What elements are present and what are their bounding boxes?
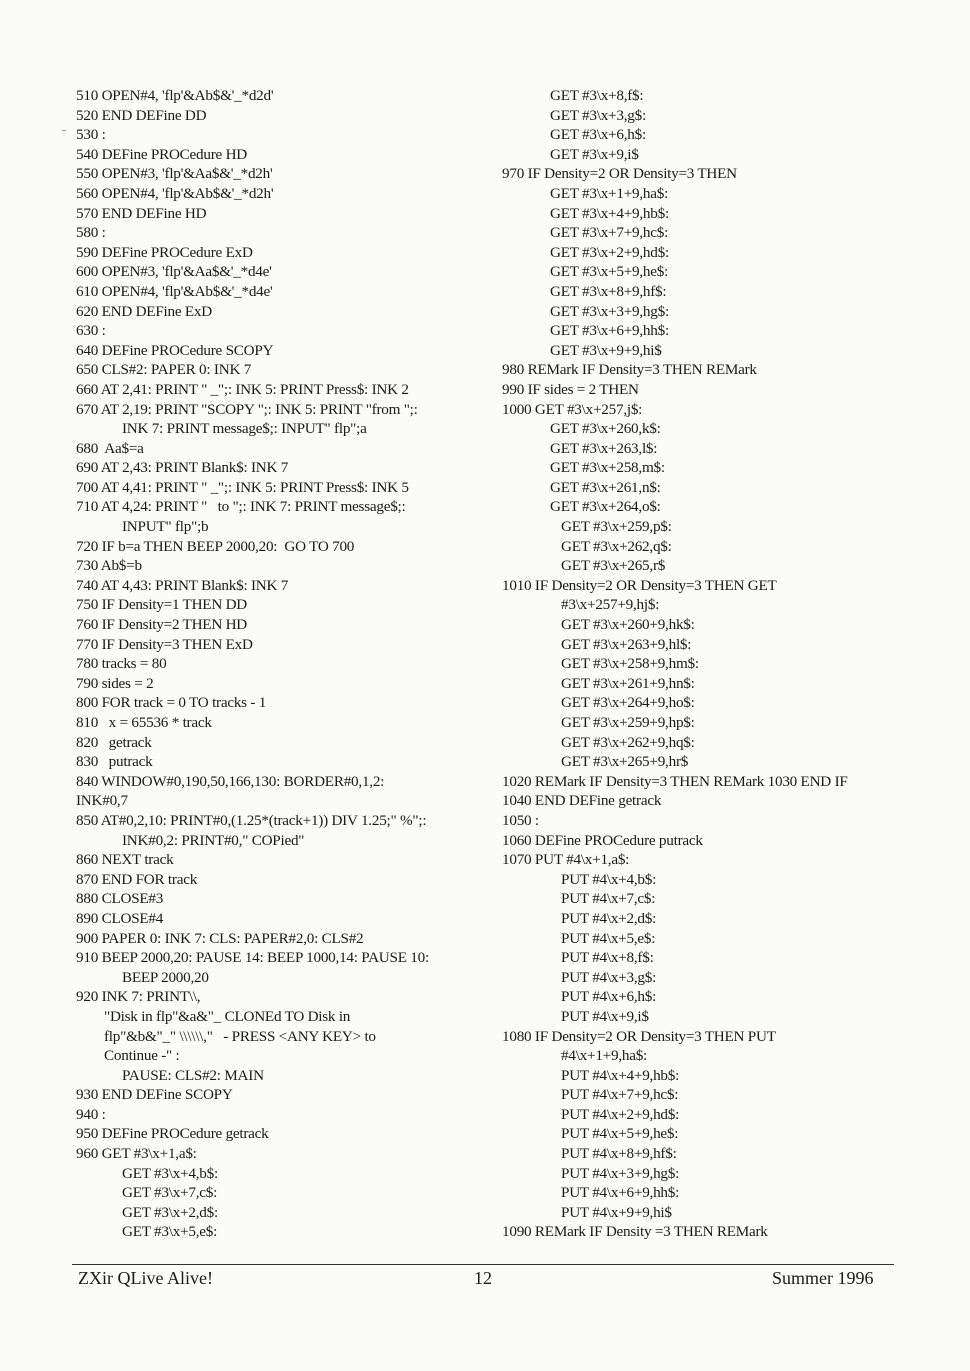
code-line: 880 CLOSE#3 xyxy=(76,890,164,908)
code-line: PUT #4\x+6+9,hh$: xyxy=(561,1184,680,1202)
code-line: 1080 IF Density=2 OR Density=3 THEN PUT xyxy=(502,1027,776,1045)
code-line: 520 END DEFine DD xyxy=(76,106,207,124)
code-line: GET #3\x+259+9,hp$: xyxy=(561,714,695,731)
code-line: 570 END DEFine HD xyxy=(76,204,207,222)
code-line: 810 x = 65536 * track xyxy=(76,714,212,731)
code-line: PUT #4\x+3,g$: xyxy=(561,968,657,986)
code-line: 930 END DEFine SCOPY xyxy=(76,1086,233,1104)
code-column-right xyxy=(502,86,947,1242)
code-line: GET #3\x+263,l$: xyxy=(550,439,658,457)
code-line: 980 REMark IF Density=3 THEN REMark xyxy=(502,361,757,379)
code-line: 940 : xyxy=(76,1105,106,1123)
code-line: GET #3\x+262+9,hq$: xyxy=(561,733,695,751)
code-line: flp"&b&"_" \\\\\\," - PRESS <ANY KEY> to xyxy=(104,1027,376,1045)
code-line: 1000 GET #3\x+257,j$: xyxy=(502,400,643,418)
code-line: INPUT" flp";b xyxy=(122,518,209,536)
code-line: GET #3\x+8,f$: xyxy=(550,87,644,104)
code-line: 790 sides = 2 xyxy=(76,674,154,692)
code-line: GET #3\x+5+9,he$: xyxy=(550,263,669,281)
code-line: GET #3\x+264,o$: xyxy=(550,498,661,516)
code-line: 820 getrack xyxy=(76,733,152,751)
code-line: 680 Aa$=a xyxy=(76,439,144,457)
code-line: 1020 REMark IF Density=3 THEN REMark 1030 END IF xyxy=(502,772,848,790)
code-line: 1040 END DEFine getrack xyxy=(502,792,662,810)
code-line: 550 OPEN#3, 'flp'&Aa$&'_*d2h' xyxy=(76,165,273,183)
code-line: "Disk in flp"&a&"_ CLONEd TO Disk in xyxy=(104,1007,351,1025)
code-line: GET #3\x+260,k$: xyxy=(550,420,661,438)
code-line: 510 OPEN#4, 'flp'&Ab$&'_*d2d' xyxy=(76,87,274,104)
code-line: GET #3\x+5,e$: xyxy=(122,1223,218,1241)
code-line: GET #3\x+1+9,ha$: xyxy=(550,184,669,202)
code-line: GET #3\x+7+9,hc$: xyxy=(550,224,669,242)
code-line: 650 CLS#2: PAPER 0: INK 7 xyxy=(76,361,252,379)
code-line: 690 AT 2,43: PRINT Blank$: INK 7 xyxy=(76,459,289,477)
code-column-left xyxy=(76,86,501,1242)
code-line: 870 END FOR track xyxy=(76,870,198,888)
code-line: 560 OPEN#4, 'flp'&Ab$&'_*d2h' xyxy=(76,184,274,202)
code-line: INK 7: PRINT message$;: INPUT" flp";a xyxy=(122,420,367,438)
code-line: 670 AT 2,19: PRINT "SCOPY ";: INK 5: PRINT "from ";: xyxy=(76,400,418,418)
code-line: PUT #4\x+4+9,hb$: xyxy=(561,1066,680,1084)
code-line: 1010 IF Density=2 OR Density=3 THEN GET xyxy=(502,576,777,594)
code-line: 700 AT 4,41: PRINT " _";: INK 5: PRINT Press$: INK 5 xyxy=(76,478,409,496)
code-line: GET #3\x+4,b$: xyxy=(122,1164,218,1182)
code-line: PUT #4\x+9,i$ xyxy=(561,1007,649,1025)
code-line: 860 NEXT track xyxy=(76,851,174,869)
code-line: 600 OPEN#3, 'flp'&Aa$&'_*d4e' xyxy=(76,263,272,281)
code-line: PUT #4\x+5+9,he$: xyxy=(561,1125,679,1143)
code-line: GET #3\x+6,h$: xyxy=(550,126,646,144)
code-line: GET #3\x+2+9,hd$: xyxy=(550,243,669,261)
code-line: 580 : xyxy=(76,224,106,242)
code-line: 610 OPEN#4, 'flp'&Ab$&'_*d4e' xyxy=(76,282,273,300)
code-line: GET #3\x+7,c$: xyxy=(122,1184,218,1202)
code-line: 530 : xyxy=(76,126,106,144)
code-line: 620 END DEFine ExD xyxy=(76,302,212,320)
code-line: BEEP 2000,20 xyxy=(122,968,209,986)
code-line: 800 FOR track = 0 TO tracks - 1 xyxy=(76,694,267,712)
footer-page-number: 12 xyxy=(474,1268,492,1288)
code-line: PUT #4\x+8,f$: xyxy=(561,949,654,967)
code-line: GET #3\x+9+9,hi$ xyxy=(550,341,662,359)
code-line: Continue -" : xyxy=(104,1047,180,1065)
code-line: 590 DEFine PROCedure ExD xyxy=(76,243,253,261)
code-line: GET #3\x+2,d$: xyxy=(122,1203,218,1221)
code-line: 910 BEEP 2000,20: PAUSE 14: BEEP 1000,14: PAUSE 10: xyxy=(76,949,429,967)
code-line: GET #3\x+258,m$: xyxy=(550,459,665,477)
code-line: PUT #4\x+7+9,hc$: xyxy=(561,1086,679,1104)
code-line: 730 Ab$=b xyxy=(76,557,142,575)
code-line: 830 putrack xyxy=(76,753,153,771)
code-line: 970 IF Density=2 OR Density=3 THEN xyxy=(502,165,737,183)
code-line: 750 IF Density=1 THEN DD xyxy=(76,596,248,614)
code-line: 660 AT 2,41: PRINT " _";: INK 5: PRINT Press$: INK 2 xyxy=(76,380,409,398)
code-line: 840 WINDOW#0,190,50,166,130: BORDER#0,1,2: xyxy=(76,772,385,790)
code-line: GET #3\x+264+9,ho$: xyxy=(561,694,695,712)
code-line: 770 IF Density=3 THEN ExD xyxy=(76,635,253,653)
code-line: GET #3\x+258+9,hm$: xyxy=(561,655,699,673)
code-line: PUT #4\x+8+9,hf$: xyxy=(561,1145,677,1163)
code-line: GET #3\x+265,r$ xyxy=(561,557,666,575)
code-line: 850 AT#0,2,10: PRINT#0,(1.25*(track+1)) DIV 1.25;" %";: xyxy=(76,811,427,829)
code-line: GET #3\x+265+9,hr$ xyxy=(561,753,689,771)
code-line: 760 IF Density=2 THEN HD xyxy=(76,616,248,634)
code-line: 740 AT 4,43: PRINT Blank$: INK 7 xyxy=(76,576,289,594)
code-line: GET #3\x+3+9,hg$: xyxy=(550,302,669,320)
code-line: GET #3\x+260+9,hk$: xyxy=(561,616,695,634)
code-line: GET #3\x+261+9,hn$: xyxy=(561,674,695,692)
code-line: 950 DEFine PROCedure getrack xyxy=(76,1125,269,1143)
code-line: GET #3\x+4+9,hb$: xyxy=(550,204,669,222)
code-line: 1060 DEFine PROCedure putrack xyxy=(502,831,703,849)
footer-issue-date: Summer 1996 xyxy=(772,1268,874,1288)
code-line: 960 GET #3\x+1,a$: xyxy=(76,1145,197,1163)
code-line: PUT #4\x+5,e$: xyxy=(561,929,656,947)
code-line: GET #3\x+6+9,hh$: xyxy=(550,322,669,340)
code-line: 1070 PUT #4\x+1,a$: xyxy=(502,851,630,869)
code-line: PAUSE: CLS#2: MAIN xyxy=(122,1066,264,1084)
code-line: PUT #4\x+4,b$: xyxy=(561,870,657,888)
code-line: 540 DEFine PROCedure HD xyxy=(76,145,248,163)
code-line: #3\x+257+9,hj$: xyxy=(561,596,660,614)
code-line: 990 IF sides = 2 THEN xyxy=(502,380,639,398)
code-line: PUT #4\x+3+9,hg$: xyxy=(561,1164,680,1182)
code-line: GET #3\x+259,p$: xyxy=(561,518,672,536)
code-line: GET #3\x+3,g$: xyxy=(550,106,646,124)
code-line: GET #3\x+261,n$: xyxy=(550,478,661,496)
code-line: #4\x+1+9,ha$: xyxy=(561,1047,648,1065)
code-line: INK#0,2: PRINT#0," COPied" xyxy=(122,831,305,849)
code-line: GET #3\x+8+9,hf$: xyxy=(550,282,667,300)
code-line: 710 AT 4,24: PRINT " to ";: INK 7: PRINT message$;: xyxy=(76,498,406,516)
code-line: 640 DEFine PROCedure SCOPY xyxy=(76,341,274,359)
code-line: 890 CLOSE#4 xyxy=(76,909,164,927)
footer-rule xyxy=(72,1264,894,1265)
code-line: PUT #4\x+9+9,hi$ xyxy=(561,1203,672,1221)
footer-magazine-title: ZXir QLive Alive! xyxy=(78,1268,213,1288)
code-line: PUT #4\x+2+9,hd$: xyxy=(561,1105,680,1123)
code-line: INK#0,7 xyxy=(76,792,128,810)
code-line: GET #3\x+262,q$: xyxy=(561,537,672,555)
code-line: PUT #4\x+7,c$: xyxy=(561,890,656,908)
code-line: PUT #4\x+6,h$: xyxy=(561,988,657,1006)
code-line: 720 IF b=a THEN BEEP 2000,20: GO TO 700 xyxy=(76,537,355,555)
code-line: 900 PAPER 0: INK 7: CLS: PAPER#2,0: CLS#2 xyxy=(76,929,364,947)
code-line: 780 tracks = 80 xyxy=(76,655,167,673)
code-line: 630 : xyxy=(76,322,106,340)
code-line: 1050 : xyxy=(502,811,539,829)
code-line: 920 INK 7: PRINT\\, xyxy=(76,988,201,1006)
code-line: PUT #4\x+2,d$: xyxy=(561,909,657,927)
scan-speck xyxy=(62,130,66,131)
code-line: GET #3\x+263+9,hl$: xyxy=(561,635,692,653)
code-line: GET #3\x+9,i$ xyxy=(550,145,639,163)
code-line: 1090 REMark IF Density =3 THEN REMark xyxy=(502,1223,768,1241)
